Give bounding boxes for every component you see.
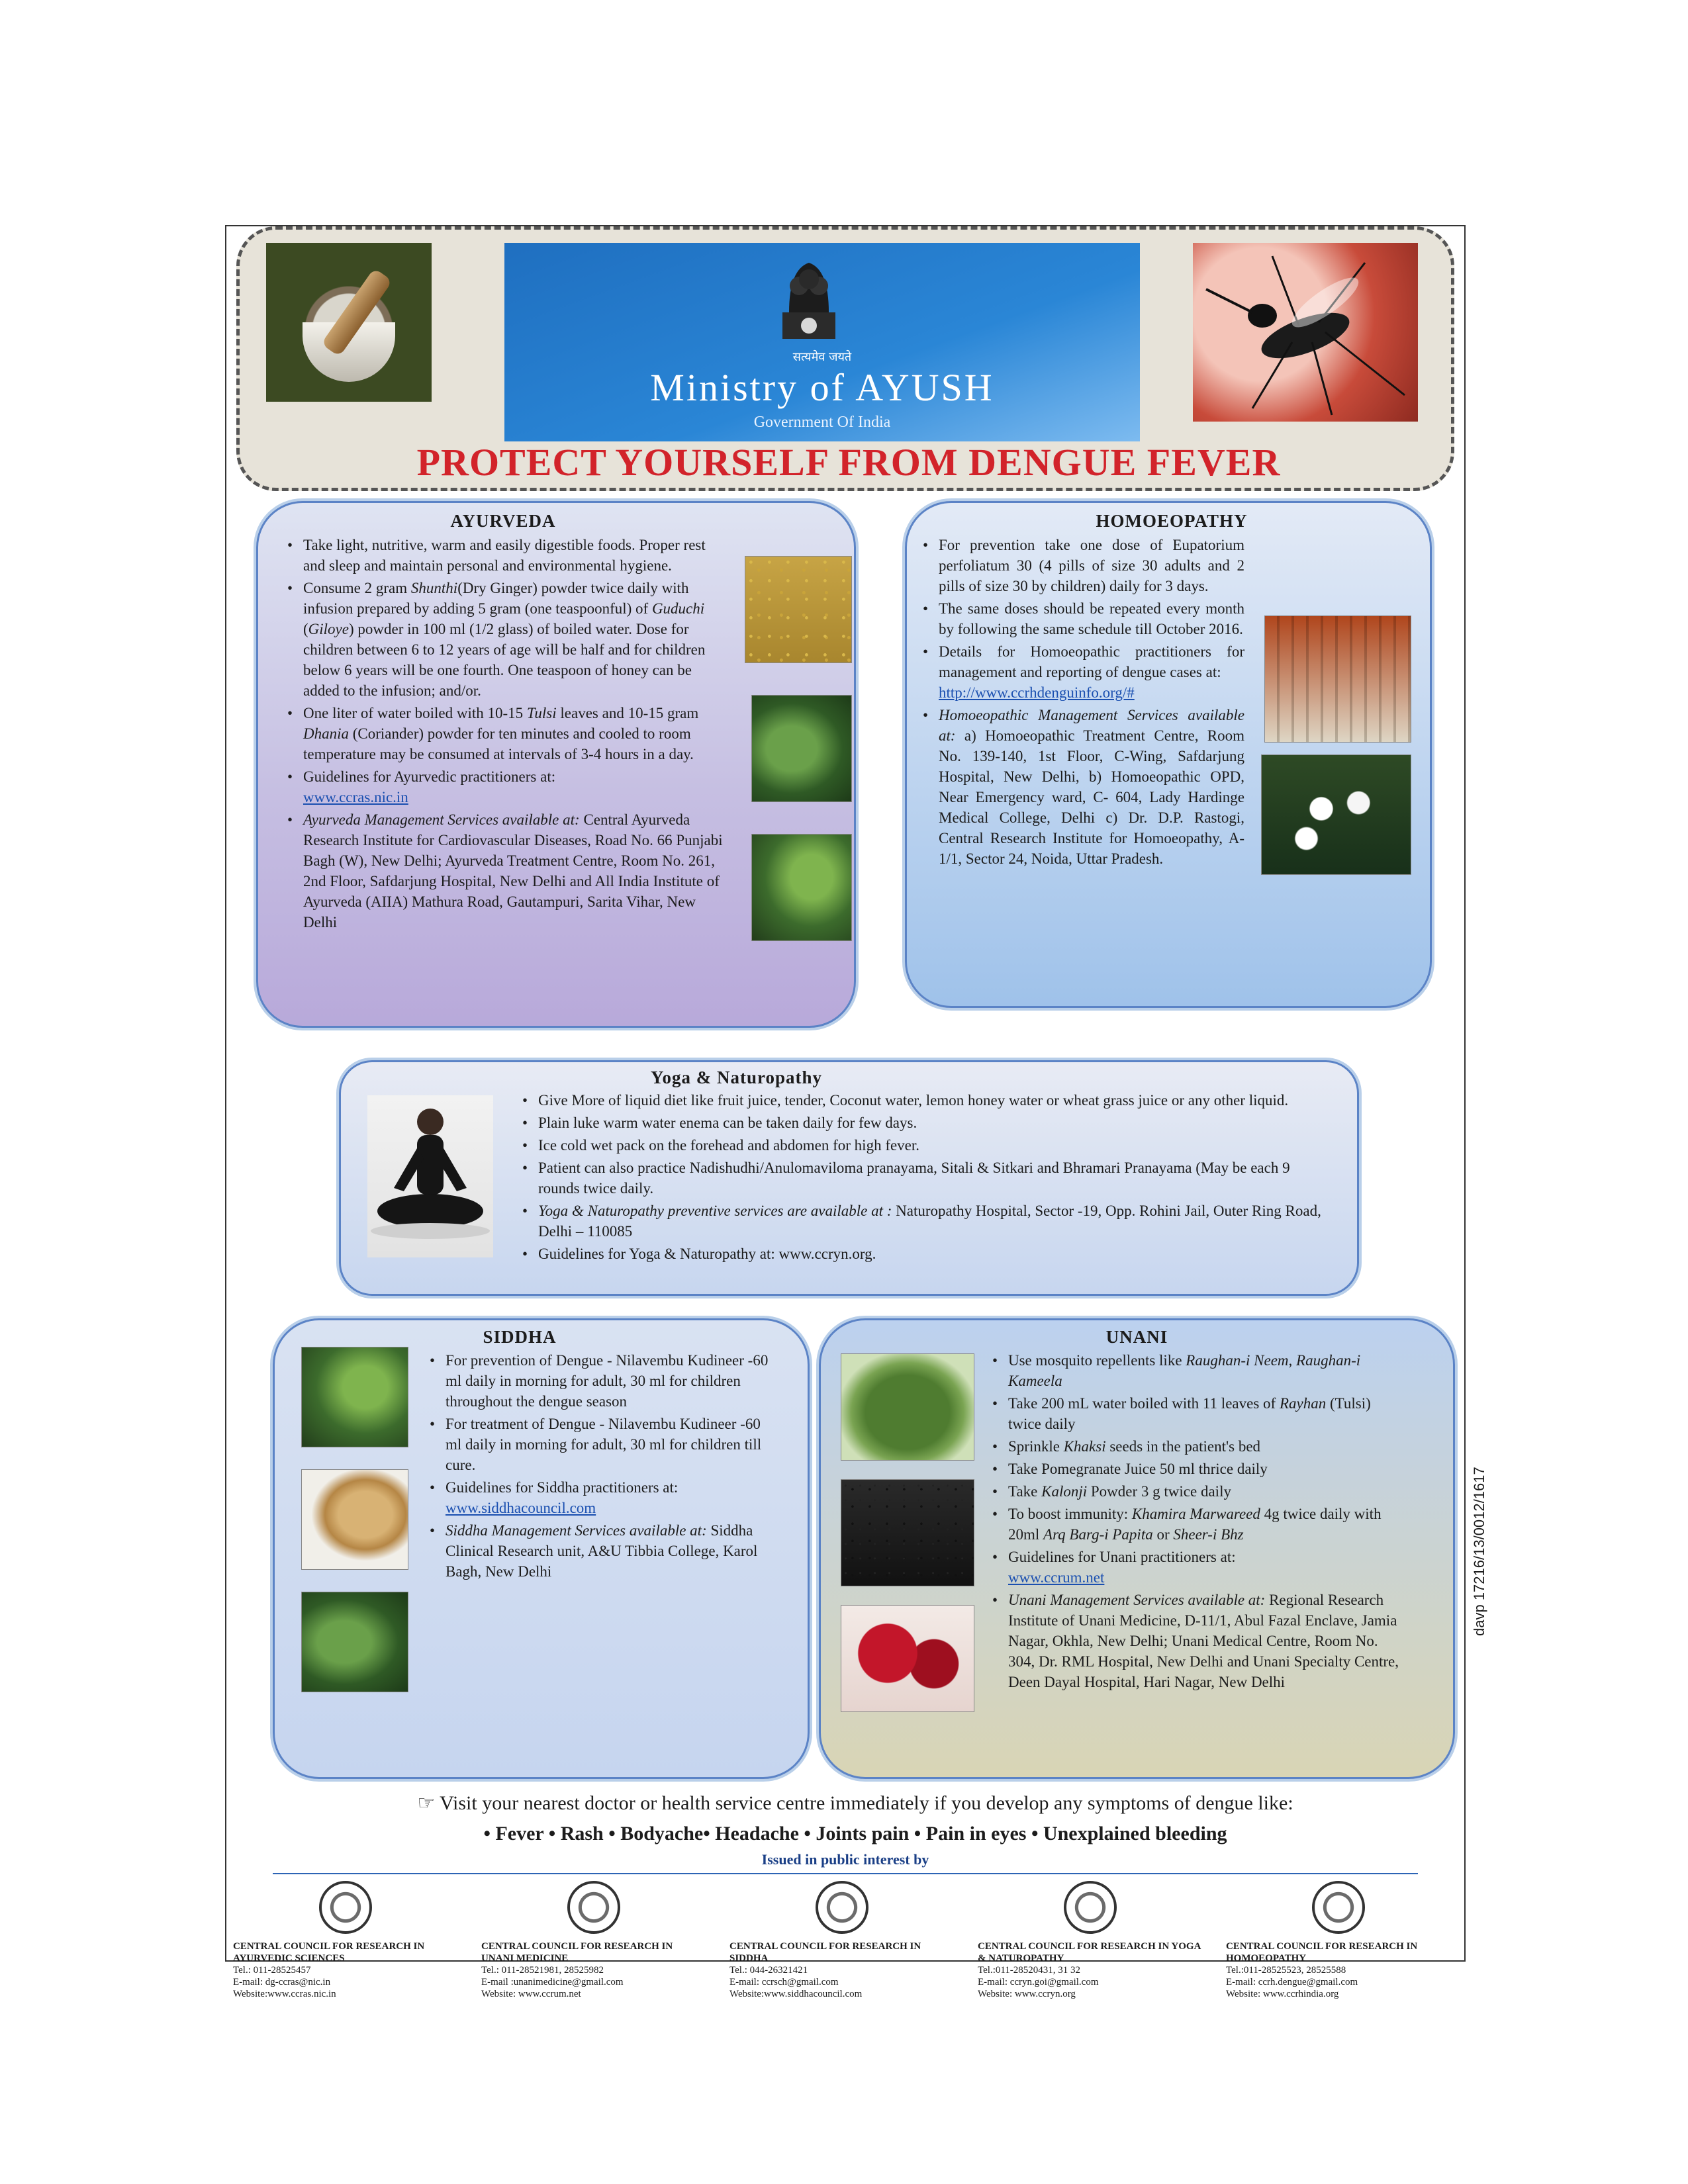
symptoms-list: • Fever • Rash • Bodyache• Headache • Joints pain • Pain in eyes • Unexplained bleeding — [483, 1823, 1227, 1844]
ministry-banner — [504, 243, 1140, 441]
ccras-logo-icon — [319, 1881, 372, 1934]
coriander-seeds-image — [745, 556, 852, 663]
list-item: • Ayurveda Management Services available at: Central Ayurveda Research Institute for Cardiovascular Diseases, Road No. 66 Punjabi Bagh (W), New Delhi; Ayurveda Treatment Centre, Room No. 261, 2nd Floor, Safdarjung Hospital, New Delhi and All India Institute of Ayurveda (AIIA) Mathura Road, Gautampuri, Sarita Vihar, New Delhi — [285, 809, 728, 933]
issued-by-label: Issued in public interest by — [761, 1851, 929, 1868]
list-item: • Guidelines for Yoga & Naturopathy at: www.ccryn.org. — [520, 1244, 1334, 1264]
list-item: • Take light, nutritive, warm and easily digestible foods. Proper rest and sleep and maintain personal and environmental hygiene. — [285, 535, 728, 576]
siddha-herb-image — [301, 1592, 408, 1692]
council-ccras: CENTRAL COUNCIL FOR RESEARCH IN AYURVEDIC SCIENCES Tel.: 011-28525457 E-mail: dg-ccras@nic.in Website:www.ccras.nic.in — [233, 1881, 458, 2000]
nilavembu-plant-image — [301, 1347, 408, 1447]
list-item: • Guidelines for Siddha practitioners at: www.siddhacouncil.com — [427, 1477, 771, 1518]
mortar-pestle-image — [266, 243, 432, 402]
homoeopathy-list — [920, 535, 1244, 871]
government-label: Government Of India — [753, 414, 891, 431]
ccrh-logo-icon — [1312, 1881, 1365, 1934]
list-item: • Take Kalonji Powder 3 g twice daily — [990, 1481, 1400, 1502]
pomegranate-image — [841, 1605, 974, 1712]
ccrum-logo-icon — [567, 1881, 620, 1934]
unani-title: UNANI — [1105, 1327, 1168, 1347]
list-item: • For prevention take one dose of Eupatorium perfoliatum 30 (4 pills of size 30 adults and 2 pills of size 30 by children) daily for 3 days. — [920, 535, 1244, 596]
ayurveda-title: AYURVEDA — [450, 511, 556, 531]
homoeopathic-vials-image — [1264, 615, 1411, 743]
list-item: • Yoga & Naturopathy preventive services are available at : Naturopathy Hospital, Sector -19, Opp. Rohini Jail, Outer Ring Road, Delhi – 110085 — [520, 1201, 1334, 1242]
list-item: • Use mosquito repellents like Raughan-i Neem, Raughan-i Kameela — [990, 1350, 1400, 1391]
ayurveda-section — [256, 501, 856, 1028]
giloye-leaves-image — [751, 695, 852, 802]
ccrum-link[interactable]: www.ccrum.net — [1008, 1569, 1105, 1586]
list-item: • Unani Management Services available at: Regional Research Institute of Unani Medicine, D-11/1, Abul Fazal Enclave, Jamia Nagar, Okhla, New Delhi; Unani Medical Centre, Room No. 304, Dr. RML Hospital, New Delhi and Unani Specialty Centre, Deen Dayal Hospital, Hari Nagar, New Delhi — [990, 1590, 1400, 1692]
eupatorium-flowers-image — [1261, 754, 1411, 875]
council-ccrs: CENTRAL COUNCIL FOR RESEARCH IN SIDDHA Tel.: 044-26321421 E-mail: ccrsch@gmail.com Website:www.siddhacouncil.com — [729, 1881, 955, 2000]
siddha-council-link[interactable]: www.siddhacouncil.com — [445, 1500, 596, 1516]
council-ccrum: CENTRAL COUNCIL FOR RESEARCH IN UNANI MEDICINE Tel.: 011-28521981, 28525982 E-mail :unanimedicine@gmail.com Website: www.ccrum.net — [481, 1881, 706, 2000]
list-item: • For prevention of Dengue - Nilavembu Kudineer -60 ml daily in morning for adult, 30 ml for children throughout the dengue season — [427, 1350, 771, 1412]
homoeopathy-section — [905, 501, 1432, 1008]
list-item: • For treatment of Dengue - Nilavembu Kudineer -60 ml daily in morning for adult, 30 ml for children till cure. — [427, 1414, 771, 1475]
tulsi-leaves-image — [751, 834, 852, 941]
yoga-list — [520, 1090, 1334, 1266]
council-ccryn: CENTRAL COUNCIL FOR RESEARCH IN YOGA & NATUROPATHY Tel.:011-28520431, 31 32 E-mail: ccryn.goi@gmail.com Website: www.ccryn.org — [978, 1881, 1203, 2000]
list-item: • To boost immunity: Khamira Marwareed 4g twice daily with 20ml Arq Barg-i Papita or Sheer-i Bhz — [990, 1504, 1400, 1545]
list-item: • Guidelines for Ayurvedic practitioners at: www.ccras.nic.in — [285, 766, 728, 807]
list-item: • Patient can also practice Nadishudhi/Anulomaviloma pranayama, Sitali & Sitkari and Bhramari Pranayama (May be each 9 rounds twice daily. — [520, 1158, 1334, 1199]
ministry-name: Ministry of AYUSH — [650, 366, 994, 409]
unani-list — [990, 1350, 1400, 1694]
ayurveda-list — [285, 535, 728, 934]
tulsi-bush-image — [841, 1353, 974, 1461]
list-item: • Homoeopathic Management Services available at: a) Homoeopathic Treatment Centre, Room No. 139-140, 1st Floor, C-Wing, Safdarjung Hospital, New Delhi, b) Homoeopathic OPD, Near Emergency ward, C- 604, Lady Hardinge Medical College, Delhi c) Dr. D.P. Rastogi, Central Research Institute for Homoeopathy, A-1/1, Sector 24, Noida, Uttar Pradesh. — [920, 705, 1244, 869]
davp-code: davp 17216/13/0012/1617 — [1471, 1467, 1487, 1636]
main-title: PROTECT YOURSELF FROM DENGUE FEVER — [416, 441, 1281, 484]
yoga-pose-image — [367, 1095, 493, 1257]
ccrh-dengue-link[interactable]: http://www.ccrhdenguinfo.org/# — [939, 684, 1135, 701]
list-item: • Ice cold wet pack on the forehead and abdomen for high fever. — [520, 1135, 1334, 1156]
kalonji-seeds-image — [841, 1479, 974, 1586]
list-item: • Sprinkle Khaksi seeds in the patient's bed — [990, 1436, 1400, 1457]
poster-frame — [225, 225, 1487, 1999]
ccras-link[interactable]: www.ccras.nic.in — [303, 789, 408, 805]
siddha-title: SIDDHA — [483, 1327, 557, 1347]
ginger-image — [301, 1469, 408, 1570]
emblem-motto: सत्यमेव जयते — [792, 350, 852, 364]
list-item: • Siddha Management Services available at: Siddha Clinical Research unit, A&U Tibbia College, Karol Bagh, New Delhi — [427, 1520, 771, 1582]
ccryn-logo-icon — [1064, 1881, 1117, 1934]
siddha-list — [427, 1350, 771, 1584]
divider — [273, 1873, 1418, 1874]
visit-doctor-note: ☞ Visit your nearest doctor or health service centre immediately if you develop any symptoms of dengue like: — [417, 1792, 1293, 1814]
list-item: • Consume 2 gram Shunthi(Dry Ginger) powder twice daily with infusion prepared by adding 5 gram (one teaspoonful) of Guduchi (Giloye) powder in 100 ml (1/2 glass) of boiled water. Dose for children between 6 to 12 years of age will be half and for children below 6 years will be one fourth. One teaspoon of honey can be added to the infusion; and/or. — [285, 578, 728, 701]
list-item: • Guidelines for Unani practitioners at: www.ccrum.net — [990, 1547, 1400, 1588]
yoga-title: Yoga & Naturopathy — [650, 1068, 823, 1087]
siddha-section — [273, 1318, 810, 1779]
pointing-hand-icon: ☞ — [417, 1792, 440, 1814]
list-item: • The same doses should be repeated every month by following the same schedule till October 2016. — [920, 598, 1244, 639]
list-item: • Take Pomegranate Juice 50 ml thrice daily — [990, 1459, 1400, 1479]
list-item: • Plain luke warm water enema can be taken daily for few days. — [520, 1113, 1334, 1133]
list-item: • Details for Homoeopathic practitioners for management and reporting of dengue cases at: http://www.ccrhdenguinfo.org/# — [920, 641, 1244, 703]
unani-section — [819, 1318, 1455, 1779]
council-ccrh: CENTRAL COUNCIL FOR RESEARCH IN HOMOEOPATHY Tel.:011-28525523, 28525588 E-mail: ccrh.dengue@gmail.com Website: www.ccrhindia.org — [1226, 1881, 1451, 2000]
national-emblem-icon — [769, 250, 849, 362]
header-panel — [236, 226, 1454, 491]
ccrs-logo-icon — [816, 1881, 868, 1934]
list-item: • Take 200 mL water boiled with 11 leaves of Rayhan (Tulsi) twice daily — [990, 1393, 1400, 1434]
homoeopathy-title: HOMOEOPATHY — [1096, 511, 1248, 531]
yoga-naturopathy-section — [339, 1060, 1359, 1296]
list-item: • One liter of water boiled with 10-15 Tulsi leaves and 10-15 gram Dhania (Coriander) powder for ten minutes and cooled to room temperature may be consumed at intervals of 3-4 hours in a day. — [285, 703, 728, 764]
mosquito-image — [1193, 243, 1418, 422]
list-item: • Give More of liquid diet like fruit juice, tender, Coconut water, lemon honey water or wheat grass juice or any other liquid. — [520, 1090, 1334, 1111]
